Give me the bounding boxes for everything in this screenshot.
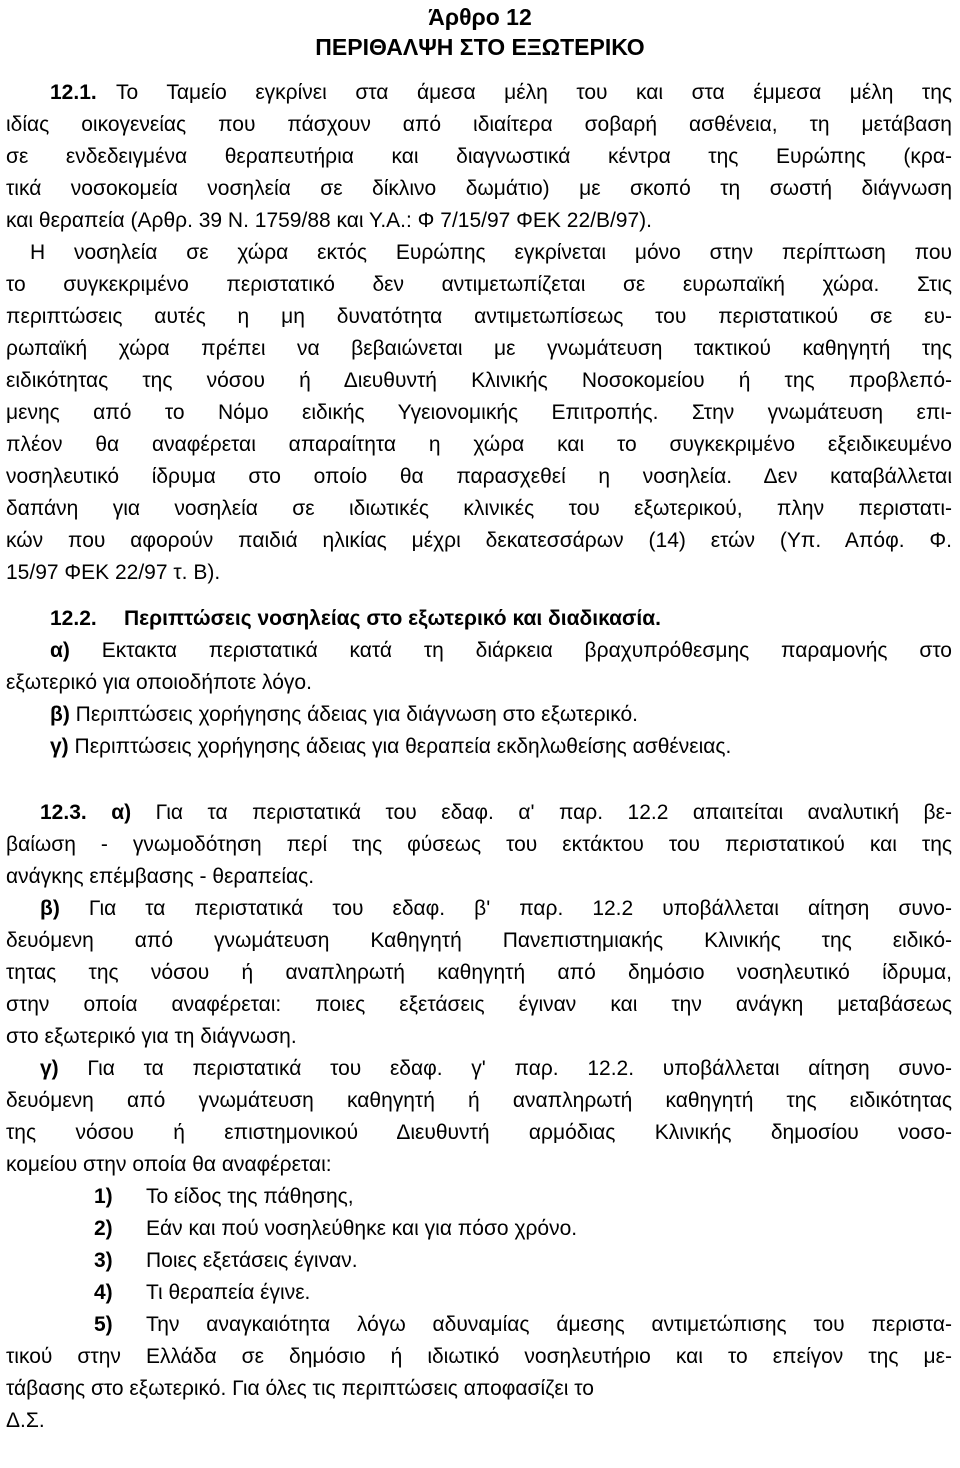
paragraph-line: γ) Για τα περιστατικά του εδαφ. γ' παρ. 12.2. υποβάλλεται αίτηση συνο- [40, 1057, 952, 1080]
numbered-item: 4) Τι θεραπεία έγινε. [94, 1278, 952, 1308]
item-label: 5) [94, 1313, 113, 1336]
paragraph-line: νοσηλευτικό ίδρυμα στο οποίο θα παρασχεθεί η νοσηλεία. Δεν καταβάλλεται [6, 465, 952, 488]
section-number: 12.3. [40, 801, 87, 824]
numbered-item: 5) Την αναγκαιότητα λόγω αδυναμίας άμεσης αντιμετώπισης του περιστα- [94, 1310, 952, 1340]
item-label: 1) [94, 1185, 113, 1208]
numbered-item: 3) Ποιες εξετάσεις έγιναν. [94, 1246, 952, 1276]
paragraph-line: στην οποία αναφέρεται: ποιες εξετάσεις έγιναν και την ανάγκη μεταβάσεως [6, 993, 952, 1016]
paragraph-line: δευόμενη από γνωμάτευση καθηγητή ή αναπληρωτή καθηγητή της ειδικότητας [6, 1089, 952, 1112]
paragraph-line: 12.1. Το Ταμείο εγκρίνει στα άμεσα μέλη του και στα έμμεσα μέλη της [50, 78, 952, 108]
item-label: α) [111, 801, 132, 824]
item-label: γ) [40, 1057, 59, 1080]
item-label: 2) [94, 1217, 113, 1240]
item-label: γ) [50, 735, 69, 758]
paragraph-line: τικού στην Ελλάδα σε δημόσιο ή ιδιωτικό νοσηλευτήριο και το επείγον της με- [6, 1345, 952, 1368]
paragraph-line: της νόσου ή επιστημονικού Διευθυντή αρμόδιας Κλινικής δημοσίου νοσο- [6, 1121, 952, 1144]
item-label: α) [50, 639, 70, 662]
paragraph-line: δαπάνη για νοσηλεία σε ιδιωτικές κλινικές του εξωτερικού, πλην περιστατι- [6, 497, 952, 520]
article-subtitle: ΠΕΡΙΘΑΛΨΗ ΣΤΟ ΕΞΩΤΕΡΙΚΟ [315, 34, 645, 60]
item-label: β) [40, 897, 60, 920]
item-label: 4) [94, 1281, 113, 1304]
paragraph-line: εξωτερικό για οποιοδήποτε λόγο. [6, 671, 312, 694]
paragraph-line: πλέον θα αναφέρεται απαραίτητα η χώρα και το συγκεκριμένο εξειδικευμένο [6, 433, 952, 456]
paragraph-line: ανάγκης επέμβασης - θεραπείας. [6, 865, 315, 888]
paragraph-line: ιδίας οικογενείας που πάσχουν από ιδιαίτερα σοβαρή ασθένεια, τη μετάβαση [6, 113, 952, 136]
section-title: Περιπτώσεις νοσηλείας στο εξωτερικό και διαδικασία. [124, 607, 661, 630]
paragraph-line: τάβασης στο εξωτερικό. Για όλες τις περιπτώσεις αποφασίζει το [6, 1377, 594, 1400]
paragraph-line: και θεραπεία (Αρθρ. 39 Ν. 1759/88 και Υ.Α.: Φ 7/15/97 ΦΕΚ 22/Β/97). [6, 209, 652, 232]
list-item: β) Περιπτώσεις χορήγησης άδειας για διάγνωση στο εξωτερικό. [50, 703, 638, 726]
article-title: Άρθρο 12 [428, 4, 532, 30]
section-number: 12.1. [50, 81, 97, 104]
paragraph-line: τικά νοσοκομεία νοσηλεία σε δίκλινο δωμάτιο) με σκοπό τη σωστή διάγνωση [6, 177, 952, 200]
paragraph-line: βαίωση - γνωμοδότηση περί της φύσεως του εκτάκτου του περιστατικού και της [6, 833, 952, 856]
paragraph-line: κομείου στην οποία θα αναφέρεται: [6, 1153, 332, 1176]
section-heading [50, 604, 952, 634]
numbered-item: 1) Το είδος της πάθησης, [94, 1182, 952, 1212]
paragraph-line: μενης από το Νόμο ειδικής Υγειονομικής Επιτροπής. Στην γνωμάτευση επι- [6, 401, 952, 424]
paragraph-line: ειδικότητας της νόσου ή Διευθυντή Κλινικής Νοσοκομείου ή της προβλεπό- [6, 369, 952, 392]
paragraph-line: β) Για τα περιστατικά του εδαφ. β' παρ. 12.2 υποβάλλεται αίτηση συνο- [40, 897, 952, 920]
paragraph-line: στο εξωτερικό για τη διάγνωση. [6, 1025, 297, 1048]
paragraph-line: Δ.Σ. [6, 1409, 45, 1432]
list-item: α) Εκτακτα περιστατικά κατά τη διάρκεια βραχυπρόθεσμης παραμονής στο [50, 639, 952, 662]
paragraph-line: ρωπαϊκή χώρα πρέπει να βεβαιώνεται με γνωμάτευση τακτικού καθηγητή της [6, 337, 952, 360]
paragraph-line: 15/97 ΦΕΚ 22/97 τ. Β). [6, 561, 221, 584]
paragraph-line: δευόμενη από γνωμάτευση Καθηγητή Πανεπιστημιακής Κλινικής της ειδικό- [6, 929, 952, 952]
paragraph-line: το συγκεκριμένο περιστατικό δεν αντιμετωπίζεται σε ευρωπαϊκή χώρα. Στις [6, 273, 952, 296]
paragraph-line: περιπτώσεις αυτές η μη δυνατότητα αντιμετωπίσεως του περιστατικού σε ευ- [6, 305, 952, 328]
paragraph-line: κών που αφορούν παιδιά ηλικίας μέχρι δεκατεσσάρων (14) ετών (Υπ. Απόφ. Φ. [6, 529, 952, 552]
paragraph-line: 12.3. α) Για τα περιστατικά του εδαφ. α' παρ. 12.2 απαιτείται αναλυτική βε- [40, 801, 952, 824]
list-item: γ) Περιπτώσεις χορήγησης άδειας για θεραπεία εκδηλωθείσης ασθένειας. [50, 735, 732, 758]
paragraph-line: Η νοσηλεία σε χώρα εκτός Ευρώπης εγκρίνεται μόνο στην περίπτωση που [30, 241, 952, 264]
numbered-item: 2) Εάν και πού νοσηλεύθηκε και για πόσο χρόνο. [94, 1214, 952, 1244]
paragraph-line: σε ενδεδειγμένα θεραπευτήρια και διαγνωστικά κέντρα της Ευρώπης (κρα- [6, 145, 952, 168]
item-label: β) [50, 703, 70, 726]
paragraph-line: τητας της νόσου ή αναπληρωτή καθηγητή από δημόσιο νοσηλευτικό ίδρυμα, [6, 961, 952, 984]
section-number: 12.2. [50, 607, 97, 630]
item-label: 3) [94, 1249, 113, 1272]
